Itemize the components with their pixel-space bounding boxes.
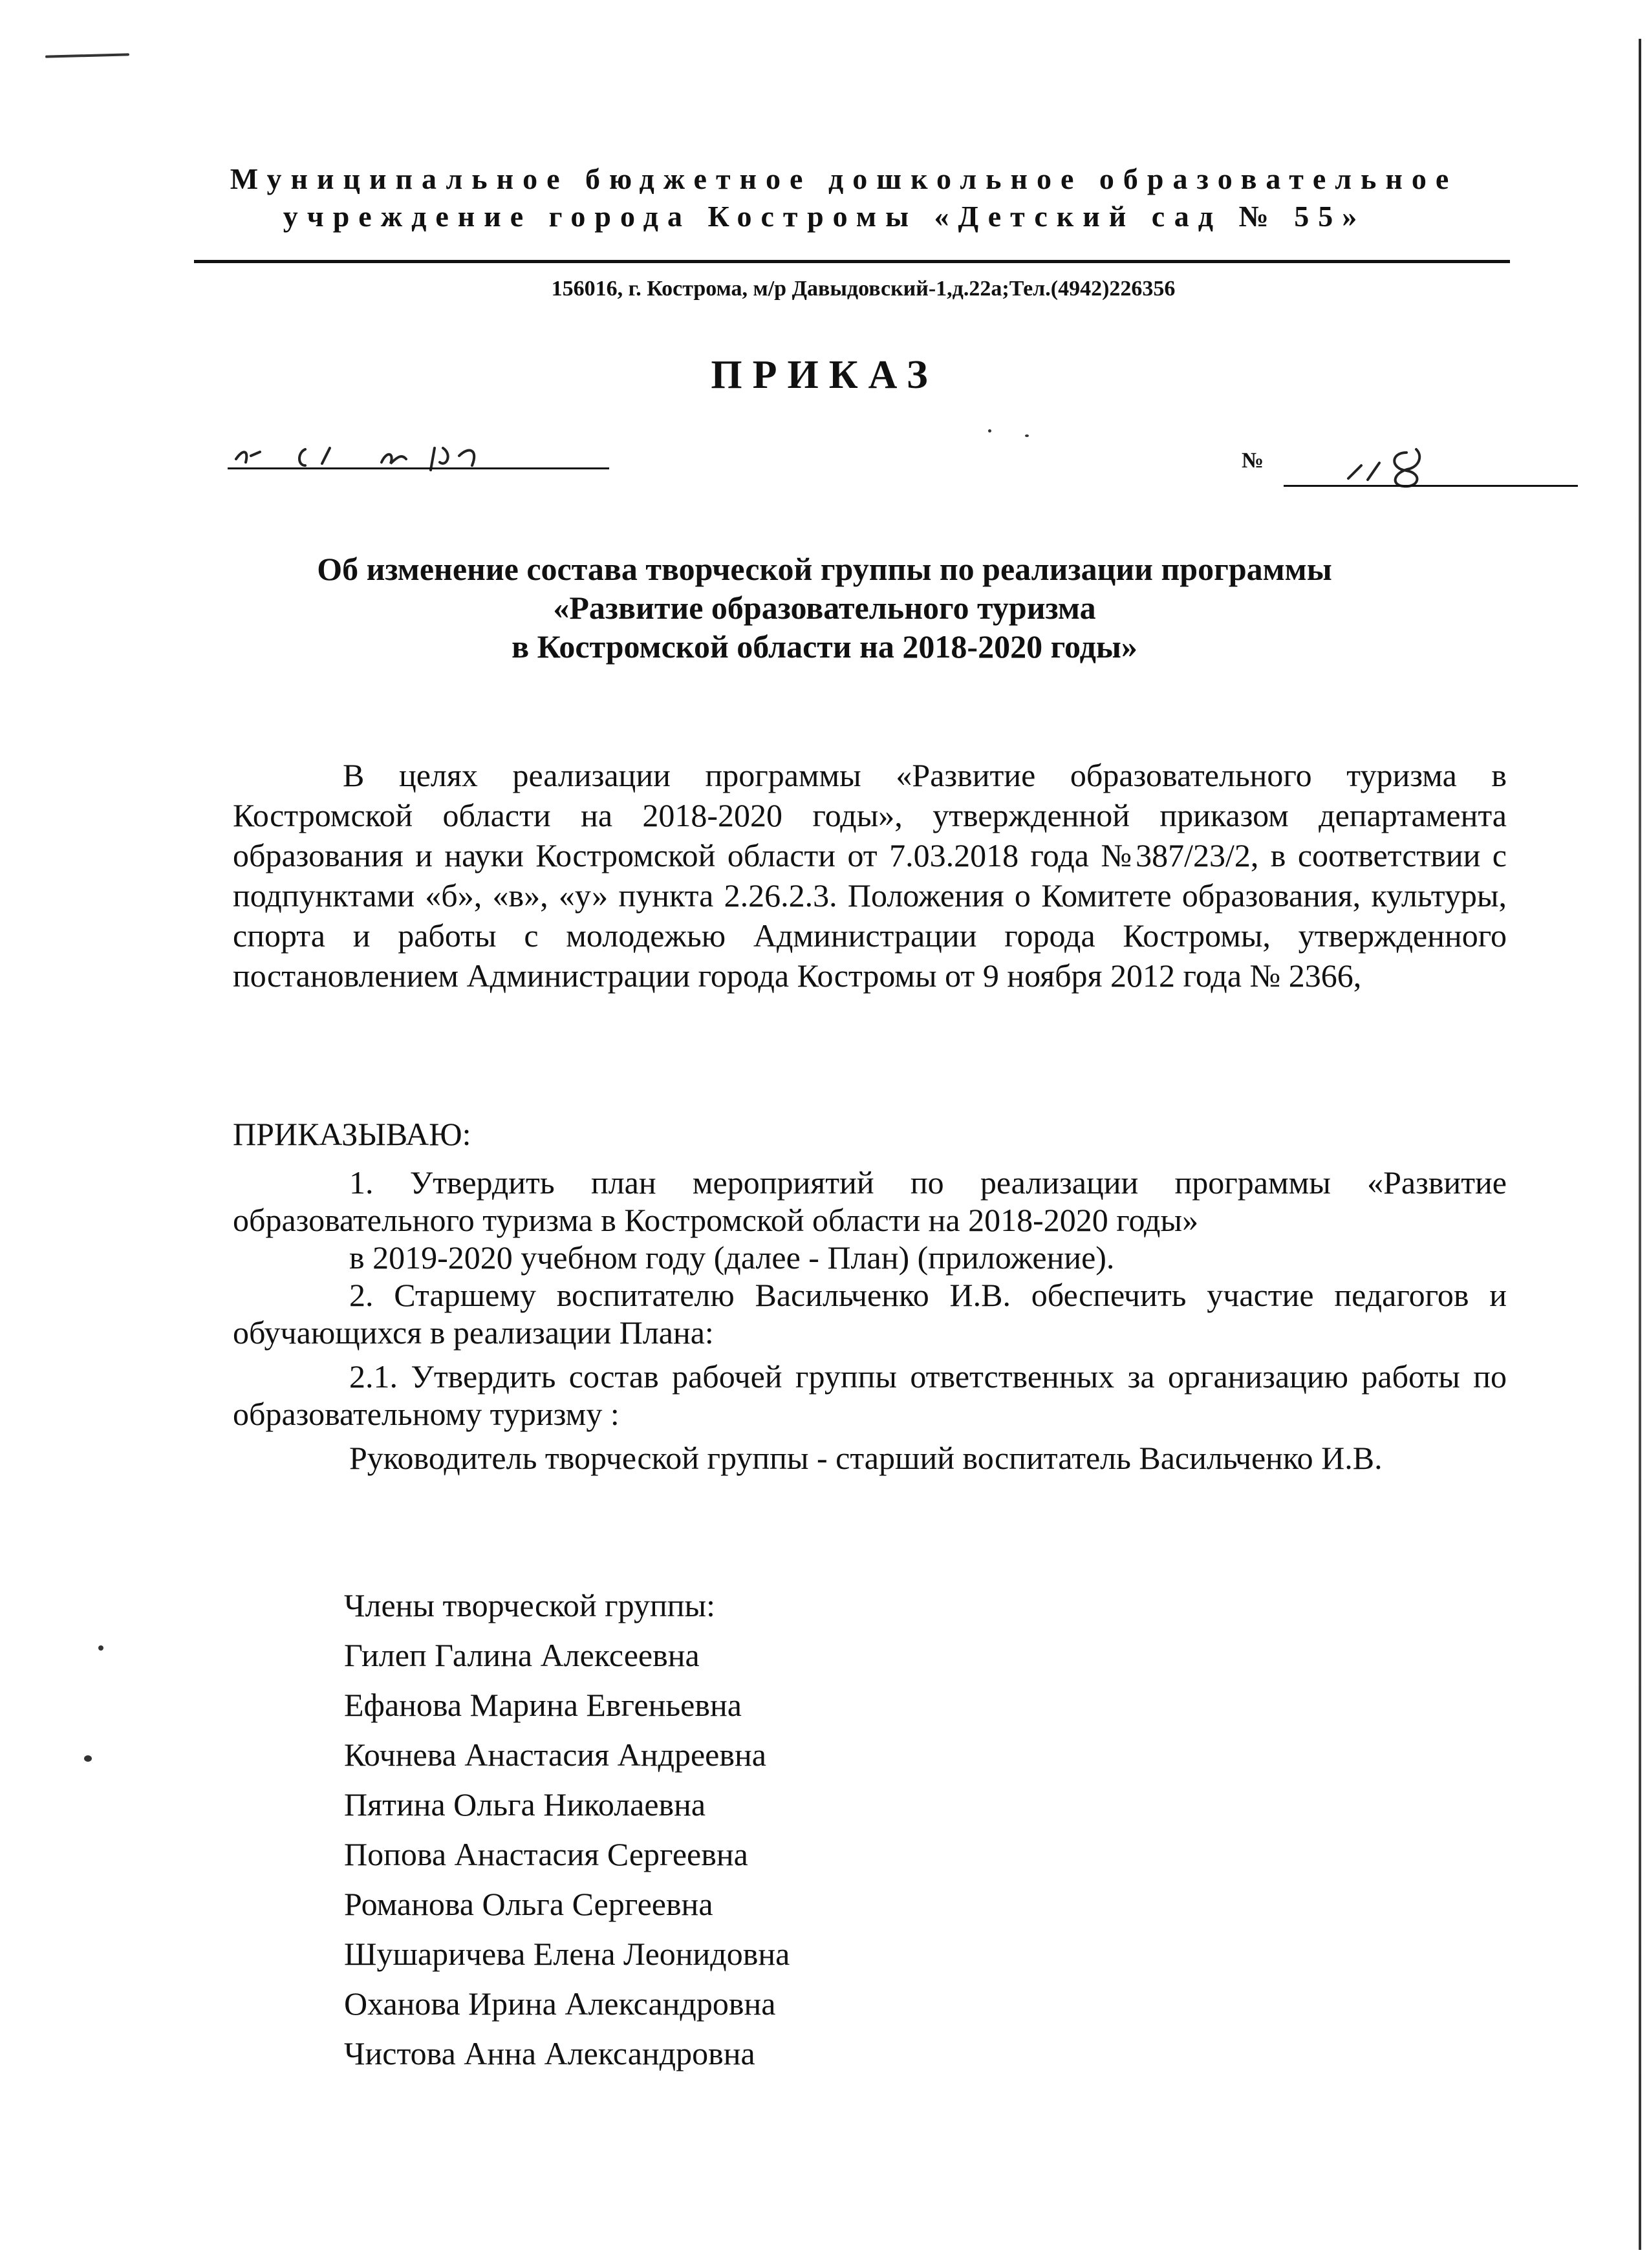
number-sign: №: [1242, 449, 1264, 473]
member-item: Шушаричева Елена Леонидовна: [344, 1936, 790, 1972]
order-items: [233, 1164, 1507, 1477]
member-item: Кочнева Анастасия Андреевна: [344, 1737, 766, 1773]
scan-speck: [988, 429, 991, 433]
item-1: 1. Утвердить план мероприятий по реализации программы «Развитие образовательного туризма в Костромской области на 2018-2020 годы»: [233, 1164, 1507, 1238]
number-underline: [1284, 485, 1578, 487]
members-title: Члены творческой группы:: [344, 1587, 715, 1623]
members-list: [344, 1581, 790, 2079]
subject-line-3: в Костромской области на 2018-2020 годы»: [512, 628, 1137, 665]
scan-mark: [45, 53, 129, 58]
member-item: Оханова Ирина Александровна: [344, 1985, 776, 2022]
item-1-continuation: в 2019-2020 учебном году (далее - План) (приложение).: [349, 1239, 1115, 1276]
member-item: Ефанова Марина Евгеньевна: [344, 1687, 742, 1723]
member-item: Попова Анастасия Сергеевна: [344, 1836, 748, 1872]
order-title: ПРИКАЗ: [711, 353, 938, 397]
subject-line-2: «Развитие образовательного туризма: [553, 590, 1096, 626]
org-name-line-2: учреждение города Костромы «Детский сад № 55»: [283, 200, 1366, 233]
order-subject: [0, 550, 1649, 666]
org-address: 156016, г. Кострома, м/р Давыдовский-1,д.22а;Тел.(4942)226356: [551, 277, 1176, 301]
member-item: Гилеп Галина Алексеевна: [344, 1637, 700, 1673]
group-leader: Руководитель творческой группы - старший воспитатель Васильченко И.В.: [349, 1440, 1383, 1476]
order-word: ПРИКАЗЫВАЮ:: [233, 1116, 471, 1152]
member-item: Чистова Анна Александровна: [344, 2035, 755, 2071]
scan-speck: [84, 1755, 92, 1762]
date-underline: [228, 467, 609, 469]
item-2-1: 2.1. Утвердить состав рабочей группы ответственных за организацию работы по образовательному туризму :: [233, 1358, 1507, 1432]
subject-line-1: Об изменение состава творческой группы по реализации программы: [317, 551, 1332, 587]
scan-speck: [1025, 434, 1029, 437]
org-name-line-1: Муниципальное бюджетное дошкольное образовательное: [230, 162, 1458, 195]
item-2: 2. Старшему воспитателю Васильченко И.В. обеспечить участие педагогов и обучающихся в реализации Плана:: [233, 1277, 1507, 1351]
scan-speck: [98, 1645, 103, 1651]
member-item: Пятина Ольга Николаевна: [344, 1786, 706, 1823]
handwritten-number: [1345, 440, 1442, 491]
member-item: Романова Ольга Сергеевна: [344, 1886, 713, 1922]
preamble-paragraph: В целях реализации программы «Развитие образовательного туризма в Костромской области на 2018-2020 годы», утвержденной приказом департамента образования и науки Костромской области от 7.03.2018 года №387/23/2, в соответствии с подпунктами «б», «в», «у» пункта 2.26.2.3. Положения о Комитете образования, культуры, спорта и работы с молодежью Администрации города Костромы, утвержденного постановлением Администрации города Костромы от 9 ноября 2012 года № 2366,: [233, 757, 1507, 994]
header-rule: [194, 260, 1510, 263]
